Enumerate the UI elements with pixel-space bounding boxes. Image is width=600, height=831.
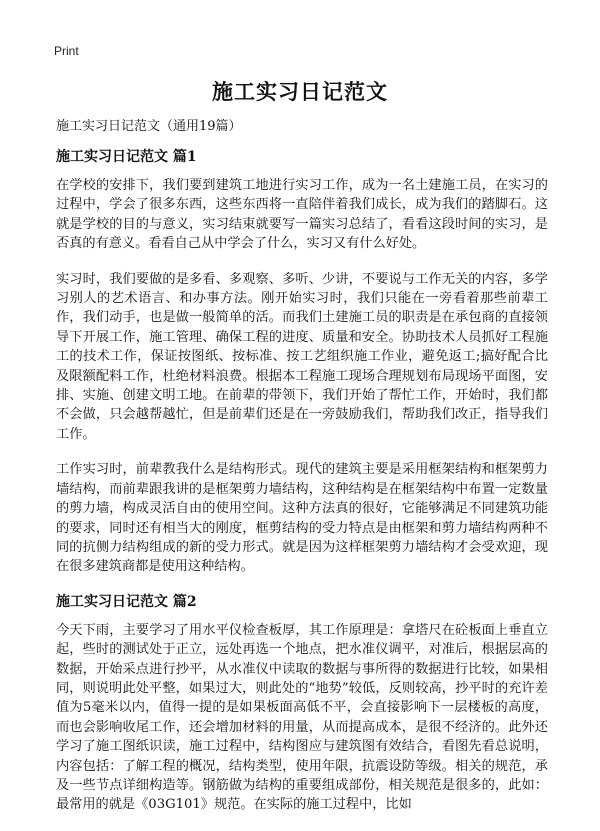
print-link[interactable]: Print [54, 44, 79, 58]
document-subtitle: 施工实习日记范文（通用19篇） [56, 119, 242, 134]
paragraph: 实习时，我们要做的是多看、多观察、多听、少讲，不要说与工作无关的内容，多学习别人的艺术语言、和办事方法。刚开始实习时，我们只能在一旁看着那些前辈工作，我们动手，也是做一般简单的活。而我们土建施工员的职责是在承包商的直接领导下开展工作，施工管理、确保工程的进度、质量和安全。协助技术人员抓好工程施工的技术工作，保证按图纸、按标准、按工艺组织施工作业，避免返工;搞好配合比及限额配料工作，杜绝材料浪费。根据本工程施工现场合理规划布局现场平面图，安排、实施、创建文明工地。在前辈的带领下，我们开始了帮忙工作，开始时，我们都不会做，只会越帮越忙，但是前辈们还是在一旁鼓励我们，帮助我们改正，指导我们工作。 [56, 271, 548, 442]
paragraph: 工作实习时，前辈教我什么是结构形式。现代的建筑主要是采用框架结构和框架剪力墙结构，而前辈跟我讲的是框架剪力墙结构，这种结构是在框架结构中布置一定数量的剪力墙，构成灵活自由的使用空间。这种方法真的很好，它能够满足不同建筑功能的要求，同时还有相当大的刚度，框剪结构的受力特点是由框架和剪力墙结构两种不同的抗侧力结构组成的新的受力形式。就是因为这样框架剪力墙结构才会受欢迎，现在很多建筑商都是使用这种结构。 [56, 462, 548, 575]
section-heading: 施工实习日记范文 篇2 [56, 593, 197, 610]
document-body [56, 118, 548, 831]
paragraph: 在学校的安排下，我们要到建筑工地进行实习工作，成为一名土建施工员，在实习的过程中，学会了很多东西，这些东西将一直陪伴着我们成长，成为我们的踏脚石。这就是学校的目的与意义，实习结束就要写一篇实习总结了，看看这段时间的实习，是否真的有意义。看看自己从中学会了什么，实习又有什么好处。 [56, 178, 548, 252]
document-title: 施工实习日记范文 [212, 79, 388, 104]
paragraph: 今天下雨，主要学习了用水平仪检查板厚，其工作原理是：拿塔尺在砼板面上垂直立起，些时的测试处于正立，远处再选一个地点，把水准仪调平，对准后，根据层高的数据，开始采点进行抄平，从水准仪中读取的数据与事所得的数据进行比较，如果相同，则说明此处平整，如果过大，则此处的“地势”较低，反则较高，抄平时的充许差值为5毫米以内，值得一提的是如果板面高低不平，会直接影响下一层楼板的高度，而也会影响收尾工作，还会增加材料的用量，从而提高成本，是很不经济的。此外还学习了施工图纸识读，施工过程中，结构图应与建筑图有效结合，看图先看总说明，内容包括：了解工程的概况，结构类型，使用年限，抗震设防等级。相关的规范，承及一些节点详细构造等。钢筋做为结构的重要组成部份，相关规范是很多的，此如：最常用的就是《03G101》规范。在实际的施工过程中，比如 [56, 622, 548, 813]
section-heading: 施工实习日记范文 篇1 [56, 149, 197, 165]
